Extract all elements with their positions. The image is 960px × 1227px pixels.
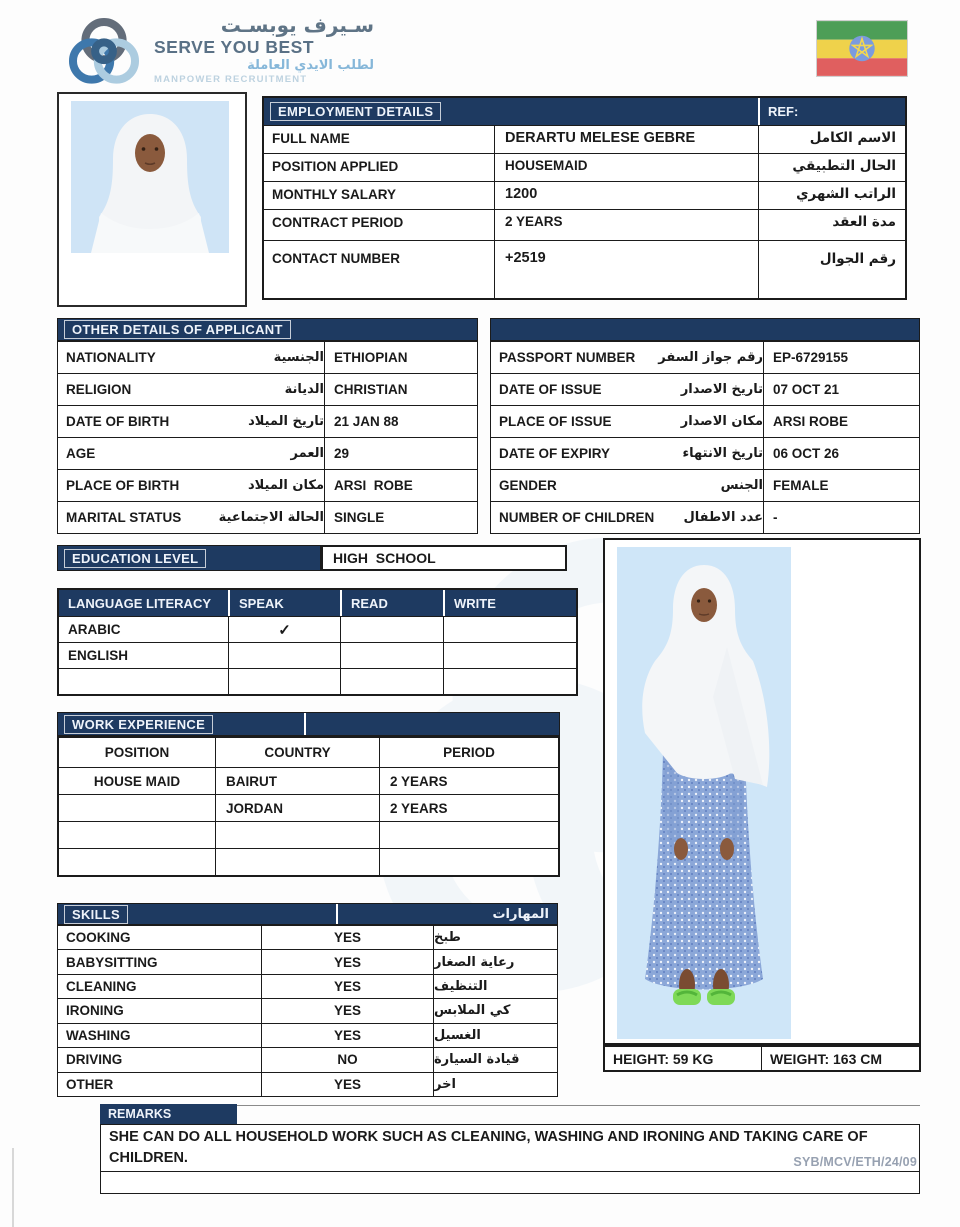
skill-label-arabic: رعاية الصغار: [433, 950, 557, 973]
language-name: ENGLISH: [68, 648, 129, 663]
field-value: EP-6729155: [763, 342, 919, 373]
column-header: PERIOD: [379, 738, 558, 767]
full-body-photo-frame: [603, 538, 921, 1045]
language-name: [59, 669, 228, 694]
country-cell: [215, 822, 379, 848]
table-row: [59, 616, 576, 642]
field-label: DATE OF BIRTH: [66, 414, 170, 429]
agency-logo-knot-icon: [56, 14, 152, 92]
field-label: NATIONALITY: [66, 350, 156, 365]
speak-cell: [228, 643, 340, 668]
field-label: MONTHLY SALARY: [272, 187, 397, 202]
education-level-header: [57, 545, 321, 571]
table-row: [59, 848, 558, 875]
skill-value: YES: [261, 999, 433, 1022]
employment-details-title: EMPLOYMENT DETAILS: [270, 102, 441, 121]
scan-artifact-line: [12, 1148, 14, 1227]
header-divider: [336, 904, 338, 924]
employment-details-header: [264, 98, 905, 125]
remarks-empty-row: [101, 1172, 919, 1193]
language-literacy-table: [57, 588, 578, 696]
field-label: GENDER: [499, 478, 557, 493]
country-cell: JORDAN: [215, 795, 379, 821]
period-cell: 2 YEARS: [379, 795, 558, 821]
position-cell: [59, 822, 215, 848]
skill-label: IRONING: [66, 1003, 124, 1019]
column-header: POSITION: [104, 745, 170, 760]
field-label-arabic: الاسم الكامل: [758, 126, 905, 153]
skill-value: NO: [261, 1048, 433, 1071]
table-row: [58, 926, 557, 949]
field-label: CONTRACT PERIOD: [272, 215, 404, 230]
language-literacy-header: [59, 590, 576, 616]
table-row: [264, 209, 905, 240]
country-cell: [215, 849, 379, 875]
field-value: ETHIOPIAN: [324, 342, 477, 373]
skill-label: CLEANING: [66, 979, 137, 995]
full-body-photo: [617, 547, 791, 1039]
column-header: READ: [340, 590, 443, 616]
table-row: [58, 437, 477, 469]
field-value: CHRISTIAN: [324, 374, 477, 405]
work-experience-table: [57, 736, 560, 877]
skill-label-arabic: قيادة السيارة: [433, 1048, 557, 1071]
skill-value: YES: [261, 926, 433, 949]
skill-label-arabic: الغسيل: [433, 1024, 557, 1047]
table-row: [58, 469, 477, 501]
field-value: -: [763, 502, 919, 533]
table-row: [59, 821, 558, 848]
field-label-arabic: رقم جواز السفر: [658, 350, 763, 365]
skill-value: YES: [261, 975, 433, 998]
field-label: CONTACT NUMBER: [272, 251, 400, 266]
ref-label: REF:: [758, 98, 905, 125]
field-value: 06 OCT 26: [763, 438, 919, 469]
table-row: [58, 998, 557, 1022]
field-label: DATE OF ISSUE: [499, 382, 602, 397]
read-cell: [340, 669, 443, 694]
field-label-arabic: الحال التطبيقي: [758, 154, 905, 181]
skill-value: YES: [261, 1024, 433, 1047]
table-row: [58, 1023, 557, 1047]
ethiopia-flag-icon: [816, 20, 908, 77]
document-code: SYB/MCV/ETH/24/09: [793, 1155, 917, 1169]
logo-title: SERVE YOU BEST: [154, 37, 315, 57]
column-header: SPEAK: [228, 590, 340, 616]
table-row: [264, 240, 905, 298]
table-row: [58, 974, 557, 998]
agency-logo-text: [154, 15, 374, 85]
field-value: 2 YEARS: [494, 210, 758, 240]
field-value: ARSI ROBE: [763, 406, 919, 437]
table-row: [59, 767, 558, 794]
table-row: [491, 469, 919, 501]
field-value: 21 JAN 88: [324, 406, 477, 437]
logo-subtitle: MANPOWER RECRUITMENT: [154, 74, 308, 86]
field-label-arabic: مكان الاصدار: [680, 414, 763, 429]
field-label-arabic: الحالة الاجتماعية: [218, 510, 324, 525]
skill-label-arabic: طبخ: [433, 926, 557, 949]
field-value: HOUSEMAID: [494, 154, 758, 181]
work-experience-columns: [59, 738, 558, 767]
period-cell: [379, 849, 558, 875]
field-label-arabic: رقم الجوال: [758, 241, 905, 298]
field-label: MARITAL STATUS: [66, 510, 182, 525]
table-row: [58, 501, 477, 533]
country-cell: BAIRUT: [215, 768, 379, 794]
passport-photo-frame: [57, 92, 247, 307]
table-row: [59, 642, 576, 668]
column-header: LANGUAGE LITERACY: [68, 595, 211, 611]
other-details-header-right: [490, 318, 920, 341]
skill-label-arabic: التنظيف: [433, 975, 557, 998]
field-label-arabic: تاريخ الاصدار: [680, 382, 763, 397]
skill-label: COOKING: [66, 930, 131, 946]
employment-details-table: [262, 96, 907, 300]
field-label-arabic: العمر: [290, 446, 324, 461]
education-level-label: EDUCATION LEVEL: [64, 549, 206, 568]
field-label: PLACE OF ISSUE: [499, 414, 612, 429]
table-row: [58, 373, 477, 405]
field-label-arabic: الديانة: [284, 382, 324, 397]
field-label: POSITION APPLIED: [272, 159, 399, 174]
skills-header: [57, 903, 558, 925]
field-value: 29: [324, 438, 477, 469]
field-label-arabic: مدة العقد: [758, 210, 905, 240]
header-divider: [304, 713, 306, 735]
table-row: [59, 668, 576, 694]
weight-value: WEIGHT: 163 CM: [770, 1050, 883, 1067]
field-label-arabic: الجنسية: [273, 350, 324, 365]
work-experience-title: WORK EXPERIENCE: [64, 715, 213, 734]
other-details-header: [57, 318, 478, 341]
table-row: [58, 342, 477, 373]
period-cell: 2 YEARS: [379, 768, 558, 794]
position-cell: [59, 849, 215, 875]
other-details-left-table: [57, 341, 478, 534]
write-cell: [443, 643, 576, 668]
field-label: FULL NAME: [272, 131, 350, 146]
table-row: [59, 794, 558, 821]
write-cell: [443, 617, 576, 642]
table-row: [58, 1047, 557, 1071]
field-label: RELIGION: [66, 382, 132, 397]
logo-arabic-subtitle: لطلب الايدي العاملة: [247, 58, 374, 74]
field-label: DATE OF EXPIRY: [499, 446, 611, 461]
field-label: PLACE OF BIRTH: [66, 478, 180, 493]
read-cell: [340, 617, 443, 642]
skill-value: YES: [261, 1073, 433, 1096]
skill-label-arabic: كي الملابس: [433, 999, 557, 1022]
period-cell: [379, 822, 558, 848]
field-label-arabic: تاريخ الميلاد: [248, 414, 324, 429]
other-details-right-table: [490, 341, 920, 534]
field-label-arabic: الراتب الشهري: [758, 182, 905, 209]
other-details-title: OTHER DETAILS OF APPLICANT: [64, 320, 291, 339]
skill-label: WASHING: [66, 1027, 131, 1043]
field-value: +2519: [494, 241, 758, 298]
table-row: [491, 437, 919, 469]
remarks-text: SHE CAN DO ALL HOUSEHOLD WORK SUCH AS CLEANING, WASHING AND IRONING AND TAKING CARE OF CHILDREN.: [101, 1125, 919, 1172]
skills-title: SKILLS: [64, 905, 128, 924]
field-value: FEMALE: [763, 470, 919, 501]
field-value: SINGLE: [324, 502, 477, 533]
field-value: 1200: [494, 182, 758, 209]
write-cell: [443, 669, 576, 694]
skill-value: YES: [261, 950, 433, 973]
field-label-arabic: عدد الاطفال: [683, 510, 763, 525]
position-cell: HOUSE MAID: [93, 773, 181, 789]
skills-table: [57, 925, 558, 1097]
work-experience-header: [57, 712, 560, 736]
field-value: ARSI ROBE: [324, 470, 477, 501]
passport-photo: [71, 101, 229, 253]
column-header: WRITE: [443, 590, 576, 616]
table-row: [491, 405, 919, 437]
skills-title-arabic: المهارات: [492, 906, 549, 922]
table-row: [58, 1072, 557, 1096]
field-label-arabic: الجنس: [720, 478, 763, 493]
field-label: AGE: [66, 446, 96, 461]
remarks-top-rule: [236, 1105, 920, 1106]
table-row: [491, 373, 919, 405]
table-row: [264, 153, 905, 181]
education-level-value: HIGH SCHOOL: [321, 545, 567, 571]
speak-checkmark: ✓: [228, 617, 340, 642]
remarks-header: REMARKS: [100, 1104, 237, 1124]
table-row: [58, 405, 477, 437]
table-row: [491, 501, 919, 533]
field-label: NUMBER OF CHILDREN: [499, 510, 655, 525]
language-name: ARABIC: [68, 622, 121, 637]
speak-cell: [228, 669, 340, 694]
table-row: [264, 125, 905, 153]
skill-label: DRIVING: [66, 1052, 123, 1068]
skill-label: OTHER: [66, 1076, 114, 1092]
field-value: DERARTU MELESE GEBRE: [494, 126, 758, 153]
table-row: [264, 181, 905, 209]
read-cell: [340, 643, 443, 668]
position-cell: [59, 795, 215, 821]
table-row: [491, 342, 919, 373]
column-header: COUNTRY: [215, 738, 379, 767]
logo-arabic-title: سـيرف يوبسـت: [220, 13, 374, 37]
physique-row: [603, 1045, 921, 1072]
table-row: [58, 949, 557, 973]
field-label: PASSPORT NUMBER: [499, 350, 636, 365]
field-value: 07 OCT 21: [763, 374, 919, 405]
skill-label-arabic: اخر: [433, 1073, 557, 1096]
field-label-arabic: مكان الميلاد: [247, 478, 324, 493]
height-value: HEIGHT: 59 KG: [605, 1047, 762, 1070]
field-label-arabic: تاريخ الانتهاء: [682, 446, 763, 461]
skill-label: BABYSITTING: [66, 954, 158, 970]
